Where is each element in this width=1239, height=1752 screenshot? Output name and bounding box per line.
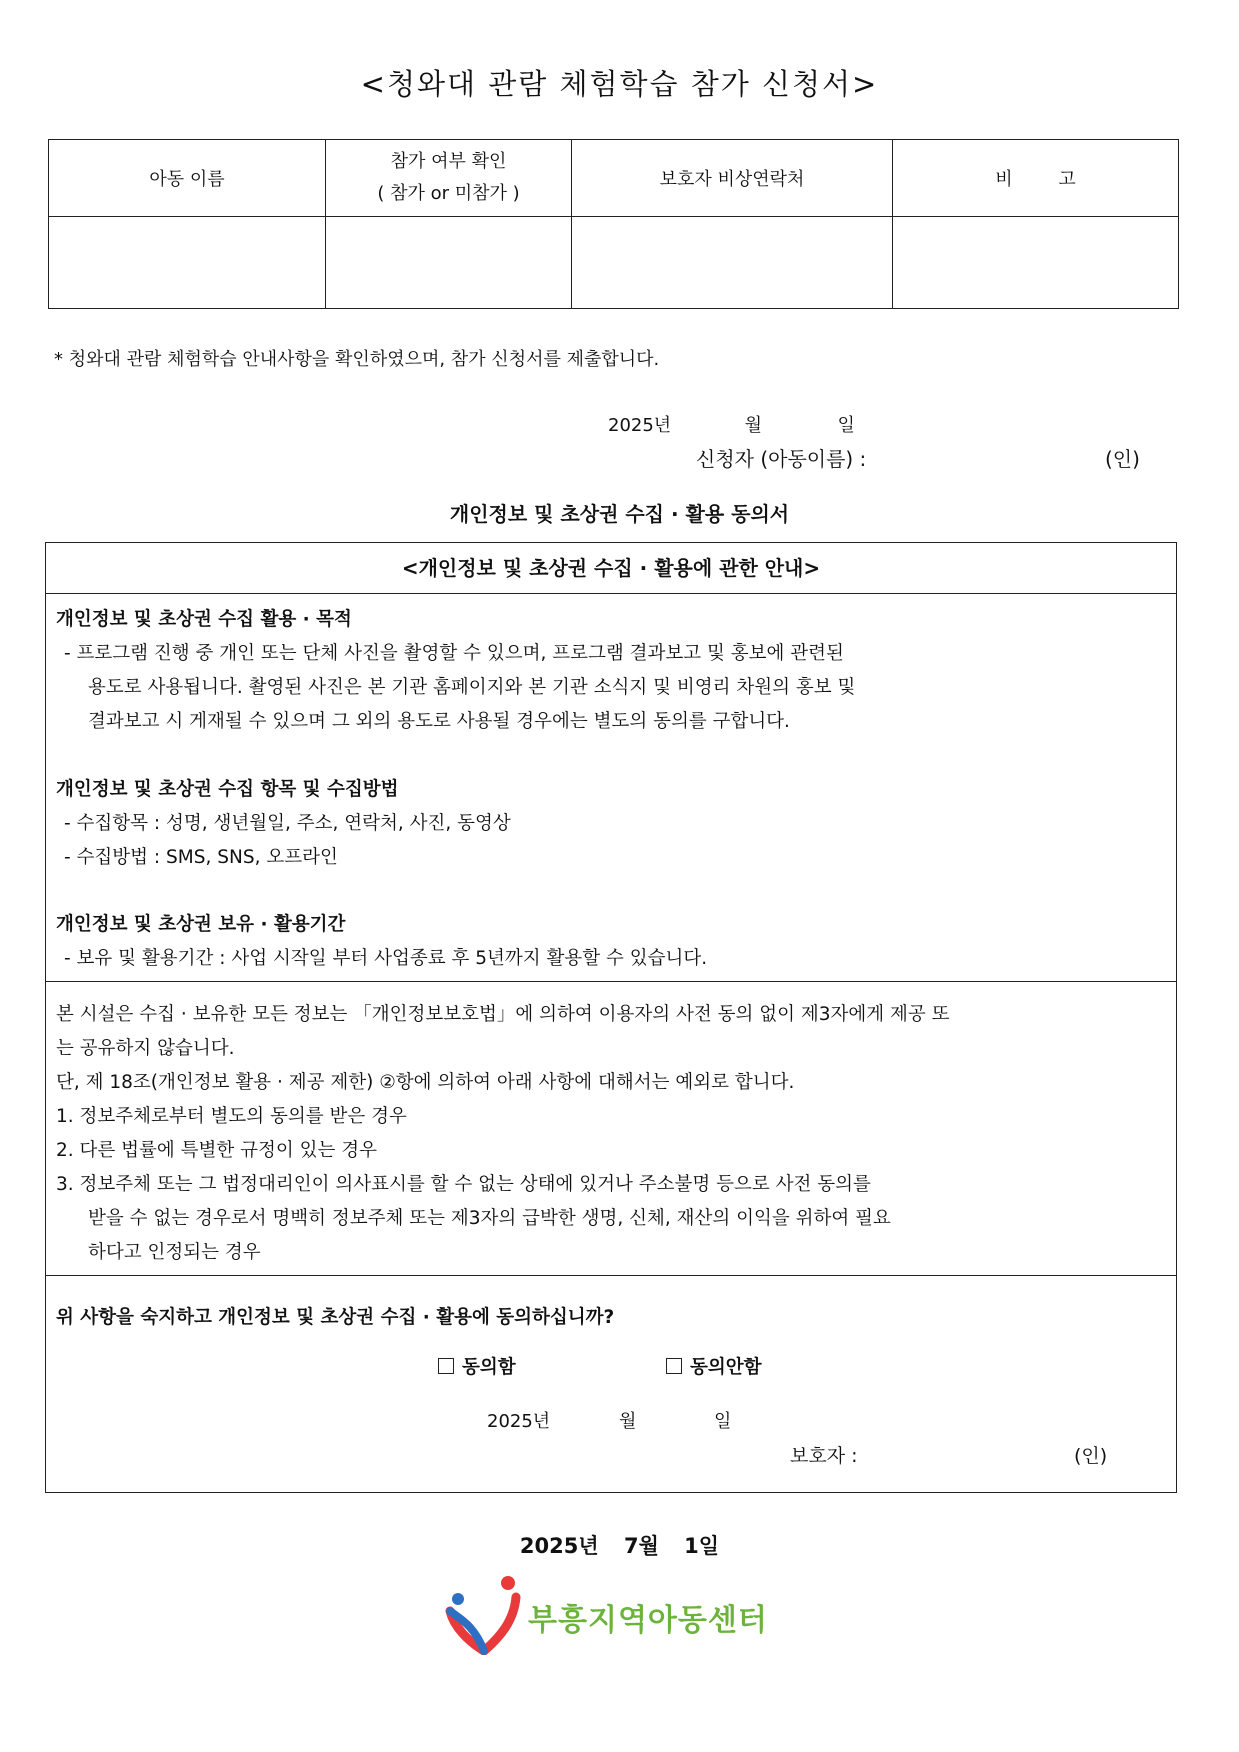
header-remarks: 비 고: [893, 140, 1179, 217]
page-title: <청와대 관람 체험학습 참가 신청서>: [360, 67, 879, 101]
applicant-label: 신청자 (아동이름) :: [696, 447, 867, 471]
header-participation: [326, 140, 572, 217]
final-date: 2025년 7월 1일: [519, 1534, 720, 1558]
disagree-checkbox[interactable]: [666, 1358, 682, 1374]
retention-line: - 보유 및 활용기간 : 사업 시작일 부터 사업종료 후 5년까지 활용할 수 있습니다.: [64, 948, 708, 969]
application-table: [48, 139, 1179, 309]
remarks-cell[interactable]: [893, 217, 1179, 309]
center-name: 부흥지역아동센터: [528, 1603, 768, 1638]
disclosure-line: 받을 수 없는 경우로서 명백히 정보주체 또는 제3자의 급박한 생명, 신체, 재산의 이익을 위하여 필요: [88, 1208, 891, 1229]
disclosure-line: 2. 다른 법률에 특별한 규정이 있는 경우: [56, 1140, 378, 1161]
purpose-line: 용도로 사용됩니다. 촬영된 사진은 본 기관 홈페이지와 본 기관 소식지 및 비영리 차원의 홍보 및: [88, 677, 856, 698]
disagree-label: 동의안함: [690, 1357, 762, 1378]
purpose-heading: 개인정보 및 초상권 수집 활용 · 목적: [56, 609, 352, 630]
disclosure-line: 는 공유하지 않습니다.: [56, 1038, 235, 1059]
consent-date-month: 월: [619, 1411, 637, 1432]
header-child-name: 아동 이름: [49, 140, 326, 217]
agree-checkbox[interactable]: [438, 1358, 454, 1374]
items-line: - 수집항목 : 성명, 생년월일, 주소, 연락처, 사진, 동영상: [64, 813, 511, 834]
disclosure-line: 단, 제 18조(개인정보 활용 · 제공 제한) ②항에 의하여 아래 사항에 대해서는 예외로 합니다.: [56, 1072, 795, 1093]
application-date-day: 일: [837, 415, 855, 436]
header-participation-line1: 참가 여부 확인: [390, 151, 507, 172]
consent-box: [45, 542, 1177, 1493]
purpose-line: - 프로그램 진행 중 개인 또는 단체 사진을 촬영할 수 있으며, 프로그램 결과보고 및 홍보에 관련된: [64, 643, 844, 664]
child-name-cell[interactable]: [49, 217, 326, 309]
section-divider: [46, 981, 1176, 982]
disclosure-line: 3. 정보주체 또는 그 법정대리인이 의사표시를 할 수 없는 상태에 있거나 주소불명 등으로 사전 동의를: [56, 1174, 871, 1195]
heart-figure-icon: [444, 1575, 528, 1655]
consent-title: 개인정보 및 초상권 수집 · 활용 동의서: [449, 502, 790, 526]
guardian-label: 보호자 :: [790, 1445, 858, 1467]
guide-header: <개인정보 및 초상권 수집 · 활용에 관한 안내>: [46, 543, 1176, 594]
application-date-month: 월: [744, 415, 763, 436]
participation-cell[interactable]: [326, 217, 572, 309]
items-heading: 개인정보 및 초상권 수집 항목 및 수집방법: [56, 779, 399, 800]
consent-question: 위 사항을 숙지하고 개인정보 및 초상권 수집 · 활용에 동의하십니까?: [56, 1307, 615, 1328]
guardian-contact-cell[interactable]: [572, 217, 893, 309]
disagree-option[interactable]: [666, 1353, 761, 1379]
confirmation-note: * 청와대 관람 체험학습 안내사항을 확인하였으며, 참가 신청서를 제출합니다.: [54, 349, 660, 370]
purpose-line: 결과보고 시 게재될 수 있으며 그 외의 용도로 사용될 경우에는 별도의 동의를 구합니다.: [88, 711, 790, 732]
items-line: - 수집방법 : SMS, SNS, 오프라인: [64, 847, 338, 868]
consent-date-day: 일: [714, 1411, 732, 1432]
consent-date-year: 2025년: [487, 1411, 551, 1432]
disclosure-line: 1. 정보주체로부터 별도의 동의를 받은 경우: [56, 1106, 407, 1127]
disclosure-line: 본 시설은 수집 · 보유한 모든 정보는 「개인정보보호법」에 의하여 이용자의 사전 동의 없이 제3자에게 제공 또: [56, 1004, 950, 1025]
agree-option[interactable]: [438, 1353, 516, 1379]
section-divider: [46, 1275, 1176, 1276]
applicant-seal: (인): [1105, 447, 1140, 471]
header-guardian-contact: 보호자 비상연락처: [572, 140, 893, 217]
header-participation-line2: ( 참가 or 미참가 ): [377, 183, 520, 204]
application-date-year: 2025년: [608, 415, 672, 436]
center-logo: [444, 1575, 784, 1655]
retention-heading: 개인정보 및 초상권 보유 · 활용기간: [56, 914, 346, 935]
application-date: [608, 411, 855, 437]
disclosure-line: 하다고 인정되는 경우: [88, 1242, 261, 1263]
agree-label: 동의함: [462, 1357, 516, 1378]
guardian-seal: (인): [1074, 1445, 1108, 1467]
